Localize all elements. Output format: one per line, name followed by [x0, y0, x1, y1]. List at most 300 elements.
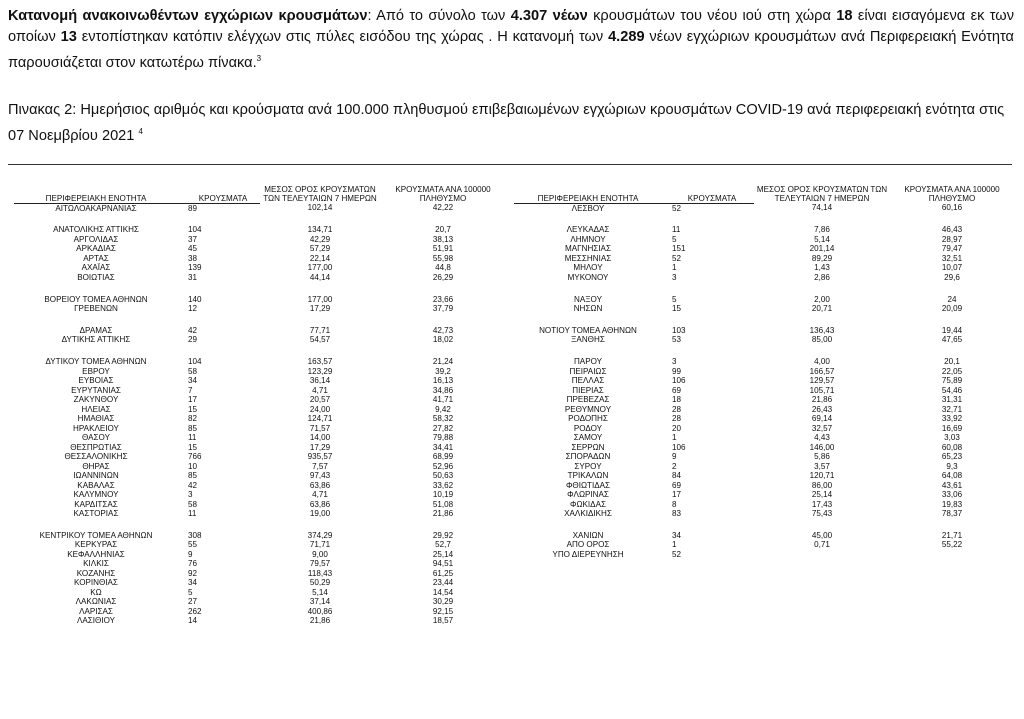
- rate-per-100k: 20,1: [944, 357, 960, 367]
- rate-per-100k: 55,98: [432, 253, 454, 263]
- rate-per-100k: 33,06: [941, 490, 963, 500]
- footnote-ref[interactable]: 4: [138, 127, 143, 136]
- cases-count: 3: [188, 490, 193, 500]
- region-name: ΧΑΛΚΙΔΙΚΗΣ: [564, 509, 612, 519]
- cases-count: 42: [188, 325, 198, 335]
- region-name: ΜΥΚΟΝΟΥ: [567, 272, 609, 282]
- region-name: ΘΕΣΣΑΛΟΝΙΚΗΣ: [64, 452, 128, 462]
- region-name: ΑΝΑΤΟΛΙΚΗΣ ΑΤΤΙΚΗΣ: [53, 225, 139, 235]
- region-name: ΛΑΚΩΝΙΑΣ: [75, 597, 117, 607]
- table-row: [14, 395, 506, 405]
- rate-per-100k: 21,24: [432, 357, 454, 367]
- cases-count: 139: [188, 263, 202, 273]
- seven-day-average: 5,14: [312, 587, 328, 597]
- region-name: ΛΑΡΙΣΑΣ: [79, 606, 113, 616]
- cases-count: 15: [188, 404, 198, 414]
- region-name: ΒΟΙΩΤΙΑΣ: [77, 272, 115, 282]
- rate-per-100k: 10,19: [432, 490, 454, 500]
- table-row: [14, 452, 506, 462]
- divider: [8, 164, 1012, 165]
- rate-per-100k: 44,8: [435, 263, 451, 273]
- seven-day-average: 24,00: [309, 404, 331, 414]
- table-row: [14, 597, 506, 607]
- rate-per-100k: 32,51: [941, 253, 963, 263]
- region-name: ΞΑΝΘΗΣ: [571, 335, 605, 345]
- seven-day-average: 89,29: [811, 253, 833, 263]
- rate-per-100k: 32,71: [941, 404, 963, 414]
- region-name: ΤΡΙΚΑΛΩΝ: [567, 471, 609, 481]
- region-name: ΡΟΔΟΥ: [573, 423, 603, 433]
- cases-count: 18: [672, 395, 682, 405]
- rate-per-100k: 92,15: [432, 606, 454, 616]
- region-name: ΚΙΛΚΙΣ: [83, 559, 109, 569]
- cases-count: 34: [188, 376, 198, 386]
- seven-day-average: 177,00: [307, 294, 333, 304]
- region-name: ΚΕΝΤΡΙΚΟΥ ΤΟΜΕΑ ΑΘΗΝΩΝ: [39, 530, 153, 540]
- table-row: [14, 424, 506, 434]
- rate-per-100k: 23,44: [432, 578, 454, 588]
- cases-count: 85: [188, 471, 198, 481]
- rate-per-100k: 22,05: [941, 366, 963, 376]
- table-row: [14, 550, 506, 560]
- rate-per-100k: 28,97: [941, 234, 963, 244]
- table-row: [14, 616, 506, 626]
- row-spacer: [14, 213, 506, 225]
- cases-count: 1: [672, 433, 677, 443]
- rate-per-100k: 75,89: [941, 376, 963, 386]
- seven-day-average: 20,57: [309, 395, 331, 405]
- table-row: [514, 443, 1014, 453]
- table-row: [514, 335, 1014, 345]
- cases-count: 17: [188, 395, 198, 405]
- table-row: [514, 304, 1014, 314]
- region-name: ΥΠΟ ΔΙΕΡΕΥΝΗΣΗ: [552, 549, 624, 559]
- rate-per-100k: 46,43: [941, 225, 963, 235]
- seven-day-average: 118,43: [307, 568, 333, 578]
- row-spacer: [14, 282, 506, 294]
- cases-count: 84: [672, 471, 682, 481]
- rate-per-100k: 27,82: [432, 423, 454, 433]
- cases-count: 52: [672, 203, 682, 213]
- table-row: [14, 254, 506, 264]
- seven-day-average: 9,00: [312, 549, 328, 559]
- table-row: [14, 335, 506, 345]
- table-row: [514, 509, 1014, 519]
- cases-count: 55: [188, 540, 198, 550]
- seven-day-average: 4,43: [814, 433, 830, 443]
- seven-day-average: 146,00: [809, 442, 835, 452]
- cases-count: 53: [672, 335, 682, 345]
- table-row: [514, 433, 1014, 443]
- seven-day-average: 105,71: [809, 385, 835, 395]
- table-row: [14, 273, 506, 283]
- cases-count: 92: [188, 568, 198, 578]
- seven-day-average: 77,71: [309, 325, 331, 335]
- cases-count: 8: [672, 499, 677, 509]
- seven-day-average: 17,29: [309, 304, 331, 314]
- seven-day-average: 935,57: [307, 452, 333, 462]
- rate-per-100k: 16,13: [432, 376, 454, 386]
- region-name: ΚΑΛΥΜΝΟΥ: [73, 490, 119, 500]
- cases-count: 10: [188, 461, 198, 471]
- table-row: [14, 367, 506, 377]
- cases-count: 106: [672, 376, 686, 386]
- header-7day-average: ΜΕΣΟΣ ΟΡΟΣ ΚΡΟΥΣΜΑΤΩΝ ΤΩΝ ΤΕΛΕΥΤΑΙΩΝ 7 ΗΜΕΡΩΝ: [756, 185, 888, 203]
- cases-table-left: [14, 185, 506, 626]
- table-row: [14, 414, 506, 424]
- seven-day-average: 4,71: [312, 385, 328, 395]
- cases-count: 308: [188, 530, 202, 540]
- table-row: [514, 531, 1014, 541]
- cases-count: 29: [188, 335, 198, 345]
- table-row: [514, 405, 1014, 415]
- cases-count: 3: [672, 272, 677, 282]
- cases-count: 106: [672, 442, 686, 452]
- cases-count: 69: [672, 385, 682, 395]
- region-name: ΡΟΔΟΠΗΣ: [568, 414, 608, 424]
- region-name: ΣΠΟΡΑΔΩΝ: [565, 452, 611, 462]
- rate-per-100k: 9,42: [435, 404, 451, 414]
- seven-day-average: 21,86: [811, 395, 833, 405]
- table-row: [14, 263, 506, 273]
- table-row: [14, 531, 506, 541]
- table-row: [514, 357, 1014, 367]
- rate-per-100k: 25,14: [432, 549, 454, 559]
- seven-day-average: 85,00: [811, 335, 833, 345]
- seven-day-average: 63,86: [309, 480, 331, 490]
- seven-day-average: 63,86: [309, 499, 331, 509]
- region-name: ΖΑΚΥΝΘΟΥ: [73, 395, 119, 405]
- region-name: ΚΑΣΤΟΡΙΑΣ: [73, 509, 119, 519]
- rate-per-100k: 23,66: [432, 294, 454, 304]
- table-row: [514, 326, 1014, 336]
- cases-count: 28: [672, 414, 682, 424]
- region-name: ΝΟΤΙΟΥ ΤΟΜΕΑ ΑΘΗΝΩΝ: [539, 325, 637, 335]
- rate-per-100k: 54,46: [941, 385, 963, 395]
- intro-total-cases: 4.307 νέων: [510, 8, 588, 24]
- seven-day-average: 17,29: [309, 442, 331, 452]
- region-name: ΕΒΡΟΥ: [82, 366, 110, 376]
- region-name: ΚΩ: [90, 587, 102, 597]
- caption-text: Πινακας 2: Ημερήσιος αριθμός και κρούσματα ανά 100.000 πληθυσμού επιβεβαιωμένων εγχώριων κρουσμάτων COVID-19 ανά περιφερειακή ενότητα στις 07 Νοεμβρίου 2021: [8, 102, 1005, 144]
- table-row: [14, 481, 506, 491]
- cases-count: 103: [672, 325, 686, 335]
- cases-count: 9: [188, 549, 193, 559]
- seven-day-average: 50,29: [309, 578, 331, 588]
- table-row: [14, 471, 506, 481]
- cases-count: 76: [188, 559, 198, 569]
- seven-day-average: 3,57: [814, 461, 830, 471]
- rate-per-100k: 20,7: [435, 225, 451, 235]
- row-spacer: [514, 314, 1014, 326]
- seven-day-average: 17,43: [811, 499, 833, 509]
- table-row: [14, 500, 506, 510]
- region-name: ΝΗΣΩΝ: [573, 304, 603, 314]
- rate-per-100k: 52,7: [435, 540, 451, 550]
- rate-per-100k: 50,63: [432, 471, 454, 481]
- cases-count: 3: [672, 357, 677, 367]
- seven-day-average: 75,43: [811, 509, 833, 519]
- table-row: [14, 559, 506, 569]
- intro-text: είναι εισαγόμενα εκ των οποίων: [8, 8, 1014, 45]
- rate-per-100k: 52,96: [432, 461, 454, 471]
- intro-paragraph: [8, 6, 1014, 74]
- region-name: ΔΥΤΙΚΗΣ ΑΤΤΙΚΗΣ: [61, 335, 131, 345]
- region-name: ΦΘΙΩΤΙΔΑΣ: [565, 480, 611, 490]
- cases-count: 151: [672, 244, 686, 254]
- region-name: ΕΥΒΟΙΑΣ: [78, 376, 114, 386]
- cases-count: 5: [188, 587, 193, 597]
- table-row: [514, 273, 1014, 283]
- intro-heading: Κατανομή ανακοινωθέντων εγχώριων κρουσμάτων: [8, 8, 368, 24]
- seven-day-average: 1,43: [814, 263, 830, 273]
- seven-day-average: 54,57: [309, 335, 331, 345]
- table-row: [514, 203, 1014, 213]
- seven-day-average: 374,29: [307, 530, 333, 540]
- region-name: ΕΥΡΥΤΑΝΙΑΣ: [71, 385, 121, 395]
- seven-day-average: 7,57: [312, 461, 328, 471]
- seven-day-average: 5,14: [814, 234, 830, 244]
- region-name: ΑΠΟ ΟΡΟΣ: [566, 540, 610, 550]
- rate-per-100k: 3,03: [944, 433, 960, 443]
- region-name: ΛΑΣΙΘΙΟΥ: [76, 616, 116, 626]
- rate-per-100k: 31,31: [941, 395, 963, 405]
- cases-count: 11: [188, 509, 197, 519]
- cases-count: 15: [672, 304, 682, 314]
- intro-text: εντοπίστηκαν κατόπιν ελέγχων στις πύλες εισόδου της χώρας . Η κατανομή των: [76, 29, 609, 45]
- region-name: ΘΕΣΠΡΩΤΙΑΣ: [70, 442, 122, 452]
- row-spacer: [514, 519, 1014, 531]
- seven-day-average: 201,14: [809, 244, 835, 254]
- cases-count: 262: [188, 606, 202, 616]
- table-row: [514, 424, 1014, 434]
- seven-day-average: 32,57: [811, 423, 833, 433]
- region-name: ΓΡΕΒΕΝΩΝ: [74, 304, 118, 314]
- seven-day-average: 2,00: [814, 294, 830, 304]
- table-row: [14, 607, 506, 617]
- seven-day-average: 163,57: [307, 357, 333, 367]
- table-row: [14, 235, 506, 245]
- cases-count: 38: [188, 253, 198, 263]
- rate-per-100k: 55,22: [941, 540, 963, 550]
- rate-per-100k: 79,47: [941, 244, 963, 254]
- rate-per-100k: 21,71: [941, 530, 963, 540]
- region-name: ΚΑΡΔΙΤΣΑΣ: [74, 499, 118, 509]
- rate-per-100k: 78,37: [941, 509, 963, 519]
- rate-per-100k: 33,62: [432, 480, 454, 490]
- region-name: ΠΡΕΒΕΖΑΣ: [566, 395, 610, 405]
- rate-per-100k: 68,99: [432, 452, 454, 462]
- row-spacer: [514, 213, 1014, 225]
- table-row: [14, 295, 506, 305]
- region-name: ΑΡΤΑΣ: [83, 253, 109, 263]
- region-name: ΣΕΡΡΩΝ: [571, 442, 605, 452]
- cases-count: 104: [188, 357, 202, 367]
- table-row: [14, 433, 506, 443]
- intro-imported-cases: 18: [836, 8, 853, 24]
- seven-day-average: 71,71: [309, 540, 331, 550]
- rate-per-100k: 39,2: [435, 366, 451, 376]
- cases-count: 82: [188, 414, 198, 424]
- table-row: [514, 254, 1014, 264]
- row-spacer: [14, 345, 506, 357]
- rate-per-100k: 18,57: [432, 616, 454, 626]
- seven-day-average: 2,86: [814, 272, 830, 282]
- table-row: [14, 462, 506, 472]
- rate-per-100k: 51,91: [432, 244, 454, 254]
- rate-per-100k: 60,08: [941, 442, 963, 452]
- region-name: ΑΧΑΪΑΣ: [81, 263, 111, 273]
- cases-count: 37: [188, 234, 198, 244]
- cases-count: 766: [188, 452, 202, 462]
- table-row: [514, 540, 1014, 550]
- region-name: ΜΑΓΝΗΣΙΑΣ: [565, 244, 611, 254]
- region-name: ΑΡΓΟΛΙΔΑΣ: [73, 234, 119, 244]
- rate-per-100k: 19,83: [941, 499, 963, 509]
- seven-day-average: 4,00: [814, 357, 830, 367]
- region-name: ΚΟΖΑΝΗΣ: [76, 568, 116, 578]
- region-name: ΠΑΡΟΥ: [573, 357, 603, 367]
- cases-count: 9: [672, 452, 677, 462]
- rate-per-100k: 18,02: [432, 335, 454, 345]
- table-row: [514, 235, 1014, 245]
- rate-per-100k: 9,3: [946, 461, 958, 471]
- cases-table-right: [514, 185, 1014, 559]
- rate-per-100k: 29,6: [944, 272, 960, 282]
- seven-day-average: 86,00: [811, 480, 833, 490]
- rate-per-100k: 51,08: [432, 499, 454, 509]
- table-row: [514, 550, 1014, 560]
- header-7day-average: ΜΕΣΟΣ ΟΡΟΣ ΚΡΟΥΣΜΑΤΩΝ ΤΩΝ ΤΕΛΕΥΤΑΙΩΝ 7 ΗΜΕΡΩΝ: [263, 185, 377, 203]
- region-name: ΠΕΛΛΑΣ: [571, 376, 605, 386]
- seven-day-average: 26,43: [811, 404, 833, 414]
- row-spacer: [514, 345, 1014, 357]
- rate-per-100k: 16,69: [941, 423, 963, 433]
- rate-per-100k: 94,51: [432, 559, 454, 569]
- seven-day-average: 0,71: [814, 540, 830, 550]
- rate-per-100k: 20,09: [941, 304, 963, 314]
- table-row: [514, 225, 1014, 235]
- table-row: [514, 295, 1014, 305]
- cases-count: 31: [188, 272, 198, 282]
- region-name: ΦΛΩΡΙΝΑΣ: [567, 490, 609, 500]
- rate-per-100k: 64,08: [941, 471, 963, 481]
- cases-count: 2: [672, 461, 677, 471]
- region-name: ΝΑΞΟΥ: [574, 294, 602, 304]
- cases-count: 34: [188, 578, 198, 588]
- table-row: [14, 588, 506, 598]
- region-name: ΗΜΑΘΙΑΣ: [77, 414, 115, 424]
- table-row: [14, 225, 506, 235]
- intro-text: νέων εγχώριων κρουσμάτων ανά Περιφερειακή Ενότητα παρουσιάζεται στον κατωτέρω πίνακα.: [8, 29, 1014, 71]
- region-name: ΜΗΛΟΥ: [573, 263, 603, 273]
- rate-per-100k: 34,86: [432, 385, 454, 395]
- seven-day-average: 74,14: [811, 203, 833, 213]
- table-row: [514, 452, 1014, 462]
- region-name: ΧΑΝΙΩΝ: [572, 530, 604, 540]
- region-name: ΛΕΣΒΟΥ: [571, 203, 605, 213]
- footnote-ref[interactable]: 3: [256, 54, 262, 63]
- seven-day-average: 14,00: [309, 433, 331, 443]
- region-name: ΙΩΑΝΝΙΝΩΝ: [73, 471, 119, 481]
- table-row: [14, 203, 506, 213]
- row-spacer: [14, 314, 506, 326]
- rate-per-100k: 24: [947, 294, 957, 304]
- seven-day-average: 25,14: [811, 490, 833, 500]
- cases-count: 45: [188, 244, 198, 254]
- row-spacer: [14, 519, 506, 531]
- table-row: [14, 509, 506, 519]
- table-row: [14, 326, 506, 336]
- region-name: ΘΑΣΟΥ: [82, 433, 110, 443]
- region-name: ΚΕΡΚΥΡΑΣ: [74, 540, 118, 550]
- seven-day-average: 129,57: [809, 376, 835, 386]
- region-name: ΛΕΥΚΑΔΑΣ: [566, 225, 610, 235]
- table-row: [514, 500, 1014, 510]
- seven-day-average: 7,86: [814, 225, 830, 235]
- table-row: [14, 304, 506, 314]
- cases-count: 58: [188, 366, 198, 376]
- region-name: ΠΕΙΡΑΙΩΣ: [569, 366, 607, 376]
- cases-count: 104: [188, 225, 202, 235]
- rate-per-100k: 58,32: [432, 414, 454, 424]
- table-row: [14, 540, 506, 550]
- region-name: ΑΙΤΩΛΟΑΚΑΡΝΑΝΙΑΣ: [55, 203, 137, 213]
- intro-domestic-cases: 4.289: [608, 29, 645, 45]
- cases-count: 28: [672, 404, 682, 414]
- table-row: [14, 376, 506, 386]
- seven-day-average: 5,86: [814, 452, 830, 462]
- rate-per-100k: 60,16: [941, 203, 963, 213]
- rate-per-100k: 26,29: [432, 272, 454, 282]
- seven-day-average: 22,14: [309, 253, 331, 263]
- table-row: [514, 376, 1014, 386]
- cases-count: 42: [188, 480, 198, 490]
- table-row: [14, 569, 506, 579]
- table-row: [514, 490, 1014, 500]
- row-spacer: [514, 282, 1014, 294]
- seven-day-average: 37,14: [309, 597, 331, 607]
- seven-day-average: 20,71: [811, 304, 833, 314]
- table-row: [14, 490, 506, 500]
- seven-day-average: 57,29: [309, 244, 331, 254]
- region-name: ΚΟΡΙΝΘΙΑΣ: [74, 578, 118, 588]
- table-row: [514, 244, 1014, 254]
- rate-per-100k: 19,44: [941, 325, 963, 335]
- seven-day-average: 21,86: [309, 616, 331, 626]
- seven-day-average: 4,71: [312, 490, 328, 500]
- cases-count: 5: [672, 234, 677, 244]
- seven-day-average: 42,29: [309, 234, 331, 244]
- table-row: [14, 244, 506, 254]
- seven-day-average: 177,00: [307, 263, 333, 273]
- seven-day-average: 79,57: [309, 559, 331, 569]
- region-name: ΡΕΘΥΜΝΟΥ: [564, 404, 612, 414]
- seven-day-average: 134,71: [307, 225, 333, 235]
- cases-count: 1: [672, 540, 677, 550]
- header-cases: ΚΡΟΥΣΜΑΤΑ: [662, 185, 754, 203]
- cases-count: 99: [672, 366, 682, 376]
- seven-day-average: 69,14: [811, 414, 833, 424]
- table-row: [514, 414, 1014, 424]
- table-row: [514, 481, 1014, 491]
- rate-per-100k: 47,65: [941, 335, 963, 345]
- header-rate-per-100k: ΚΡΟΥΣΜΑΤΑ ΑΝΑ 100000 ΠΛΗΘΥΣΜΟ: [395, 185, 491, 203]
- header-rate-per-100k: ΚΡΟΥΣΜΑΤΑ ΑΝΑ 100000 ΠΛΗΘΥΣΜΟ: [904, 185, 1000, 203]
- region-name: ΚΕΦΑΛΛΗΝΙΑΣ: [67, 549, 125, 559]
- seven-day-average: 45,00: [811, 530, 833, 540]
- table-row: [514, 367, 1014, 377]
